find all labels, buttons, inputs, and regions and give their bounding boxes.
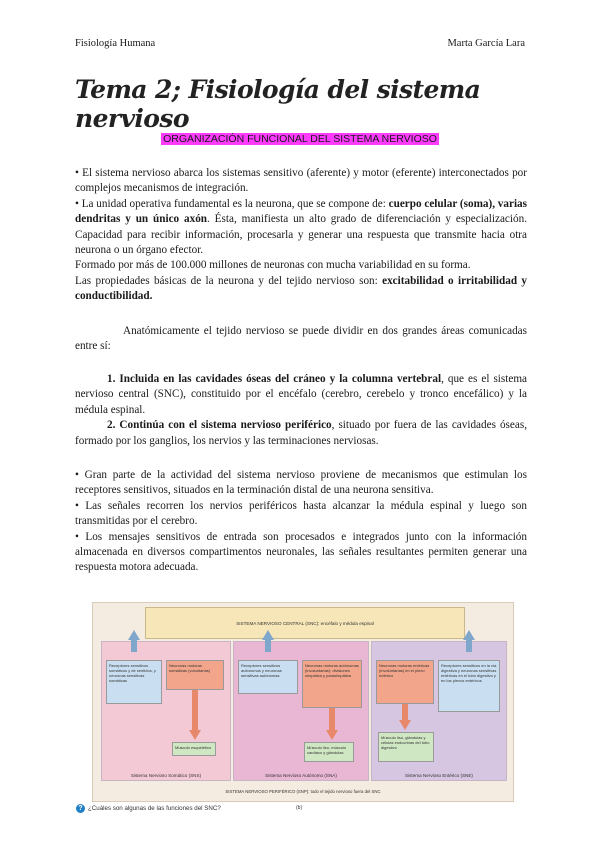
enteric-efferent-arrow	[399, 720, 411, 730]
list-item-2-bold: 2. Continúa con el sistema nervioso periférico	[107, 419, 332, 432]
autonomic-afferent-stem	[265, 638, 271, 652]
somatic-effector-box: Músculo esquelético	[172, 742, 216, 756]
list-item-1-bold: 1. Incluida en las cavidades óseas del cráneo y la columna vertebral	[107, 373, 442, 385]
list-item-2-text: , situado por fuera de las cavidades óseas, formado por los ganglios, los nervios y las terminaciones nerviosas.	[75, 419, 527, 447]
list-item-2	[75, 418, 527, 449]
autonomic-afferent-arrow	[262, 630, 274, 640]
cns-label: SISTEMA NERVIOSO CENTRAL (SNC): encéfalo y médula espinal	[236, 620, 374, 626]
enteric-afferent-arrow	[463, 630, 475, 640]
list-item-1-text: , que es el sistema nervioso central (SNC), constituido por el encéfalo (cerebro, cerebelo y tronco encefálico) y la médula espinal.	[75, 373, 528, 416]
cns-box	[145, 607, 465, 639]
enteric-effector-box: Músculo liso, glándulas y células endocrinas del tubo digestivo	[378, 732, 434, 762]
paragraph-8: • Gran parte de la actividad del sistema nervioso proviene de mecanismos que estimulan los receptores sensitivos, situados en la terminación distal de una neurona sensitiva.	[75, 469, 527, 497]
enteric-receptor-box: Receptores sensitivos en la vía digestiva y neuronas sensitivas entéricas en el tubo digestivo y en los plexos entéricos	[438, 660, 500, 712]
paragraph-1: • El sistema nervioso abarca los sistemas sensitivo (aferente) y motor (eferente) interconectados por complejos mecanismos de integración.	[75, 167, 527, 195]
page-title: Tema 2; Fisiología del sistema nervioso	[75, 75, 481, 133]
enteric-afferent-stem	[466, 638, 472, 652]
section-title-text: ORGANIZACIÓN FUNCIONAL DEL SISTEMA NERVIOSO	[163, 133, 437, 145]
properties-bold: excitabilidad o irritabilidad y conductibilidad.	[75, 274, 527, 303]
question-text: ¿Cuáles son algunas de las funciones del SNC?	[88, 805, 221, 812]
paragraph-5: Anatómicamente el tejido nervioso se puede dividir en dos grandes áreas comunicadas entre sí:	[75, 325, 527, 353]
pns-box	[101, 785, 505, 798]
enteric-column	[371, 641, 507, 781]
paragraph-2-text-a: • La unidad operativa fundamental es la neurona, que se compone de:	[75, 197, 389, 210]
section-title	[0, 129, 600, 147]
intro-block	[75, 166, 527, 305]
somatic-efferent-arrow	[189, 730, 201, 740]
anatomy-intro	[75, 324, 527, 355]
autonomic-label: Sistema Nervioso Autónomo (SNA)	[265, 773, 337, 778]
enteric-efferent-stem	[402, 704, 408, 720]
nervous-system-diagram	[92, 602, 514, 802]
question-row	[76, 804, 221, 813]
header-right: Marta García Lara	[447, 38, 525, 49]
paragraph-9: • Las señales recorren los nervios periféricos hasta alcanzar la médula espinal y luego son transmitidas por el cerebro.	[75, 499, 527, 528]
list-item-1	[75, 372, 527, 418]
question-icon: ?	[76, 804, 85, 813]
autonomic-efferent-arrow	[326, 730, 338, 740]
paragraph-4-text-a: Las propiedades básicas de la neurona y del tejido nervioso son:	[75, 274, 383, 287]
enteric-label: Sistema Nervioso Entérico (SNE)	[405, 773, 473, 778]
paragraph-2-text-c: . Ésta, manifiesta un alto grado de diferenciación y especialización. Capacidad para recibir información, procesarla y generar una respuesta que transmite hacia otra neurona o un órgano efector.	[75, 213, 527, 257]
pns-label: SISTEMA NERVIOSO PERIFÉRICO (SNP): todo el tejido nervioso fuera del SNC	[225, 789, 381, 794]
somatic-label: Sistema Nervioso Somático (SNS)	[130, 773, 202, 778]
autonomic-efferent-stem	[329, 708, 335, 730]
header-left: Fisiología Humana	[75, 38, 156, 49]
autonomic-receptor-box: Receptores sensitivos autónomos y neuronas sensitivas autónomas	[238, 660, 298, 694]
neuron-parts-bold: cuerpo celular (soma), varias dendritas y un único axón	[75, 197, 528, 226]
paragraph-3: Formado por más de 100.000 millones de neuronas con mucha variabilidad en su forma.	[75, 259, 471, 272]
somatic-motor-box: Neuronas motoras somáticas (voluntarias)	[166, 660, 224, 690]
bullets-block	[75, 468, 527, 576]
numbered-list	[75, 372, 527, 449]
somatic-column	[101, 641, 231, 781]
somatic-afferent-stem	[131, 638, 137, 652]
autonomic-effector-box: Músculo liso, músculo cardiaco y glándulas	[304, 742, 354, 762]
paragraph-2	[75, 197, 527, 259]
autonomic-column	[233, 641, 369, 781]
autonomic-motor-box: Neuronas motoras autónomas (involuntarias): divisiones simpática y parasimpática	[302, 660, 362, 708]
paragraph-10: • Los mensajes sensitivos de entrada son procesados e integrados junto con la información almacenada en diversos compartimentos neuronales, las señales resultantes permiten generar una respuesta motora adecuada.	[75, 530, 527, 574]
somatic-afferent-arrow	[128, 630, 140, 640]
somatic-efferent-stem	[192, 690, 198, 730]
figure-number: (b)	[296, 805, 303, 811]
paragraph-4	[75, 274, 527, 305]
somatic-receptor-box: Receptores sensitivos somáticos y de sentidos, y neuronas sensitivas somáticas	[106, 660, 162, 704]
enteric-motor-box: Neuronas motoras entéricas (involuntarias) en el plexo entérico	[376, 660, 434, 704]
